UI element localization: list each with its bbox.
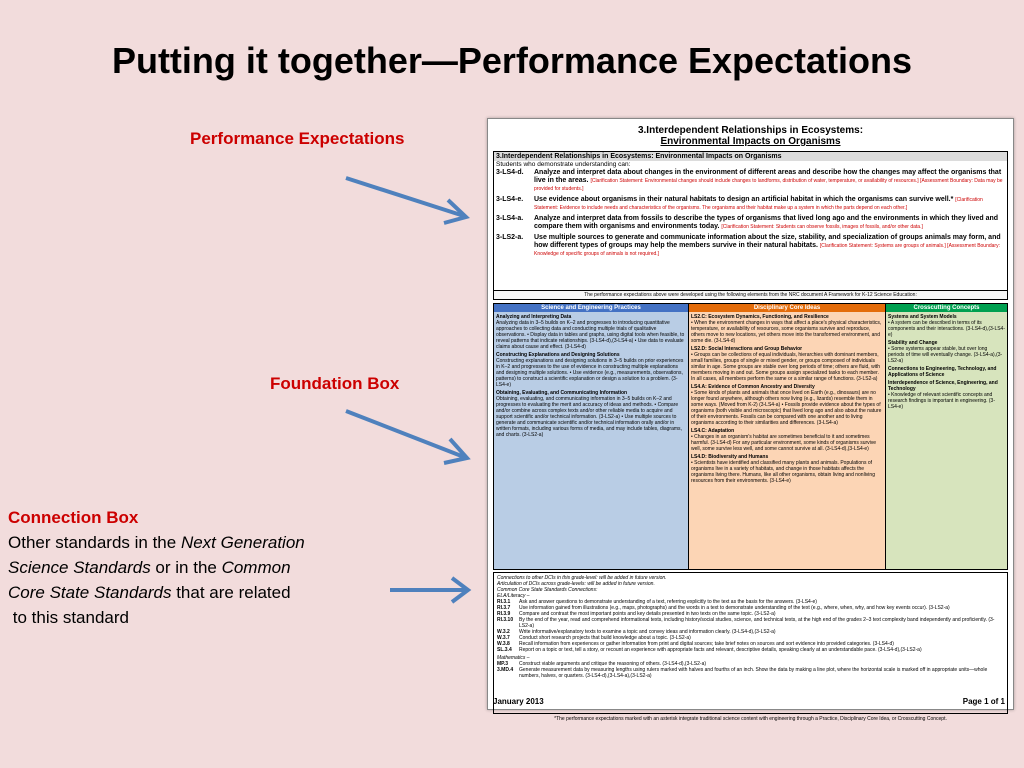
pe-clarification: [Clarification Statement: Environmental changes should include changes to landforms, distribution of water, temperature, or availability of resources.] [Assessment Boundary: Data may be provided for students.] <box>534 178 1003 192</box>
dci-item <box>691 346 883 382</box>
crosscutting-header: Crosscutting Concepts <box>886 304 1007 312</box>
pe-code: 3-LS4-d. <box>496 169 524 176</box>
ccc-item-heading: Interdependence of Science, Engineering, and Technology <box>888 380 998 392</box>
pe-statement: Use multiple sources to generate and communicate information about the size, stability, and specialization of groups animals may form, and how different types of groups may help the members survive in their natural habitats. <box>534 234 1001 249</box>
standard-text: Construct viable arguments and critique the reasoning of others. (3-LS4-d),(3-LS2-a) <box>519 661 707 667</box>
practices-column <box>494 304 689 569</box>
pe-clarification: [Clarification Statement: Evidence to include needs and characteristics of the organisms. The organisms and their habitat make up a system in which the parts depend on each other.] <box>534 197 983 211</box>
performance-expectations-box <box>493 151 1008 291</box>
connection-box-description <box>8 505 388 630</box>
document-title: 3.Interdependent Relationships in Ecosystems: Environmental Impacts on Organisms <box>637 125 864 147</box>
standard-text: Compare and contrast the most important points and key details presented in two texts on the same topic. (3-LS2-a) <box>519 611 776 617</box>
sep-item-heading: Analyzing and Interpreting Data <box>496 314 572 320</box>
connection-line-3: Core State Standards that are related <box>8 583 291 602</box>
pe-row <box>494 214 1007 233</box>
standard-row <box>497 647 1004 653</box>
dci-item-heading: LS4.A: Evidence of Common Ancestry and Diversity <box>691 384 815 390</box>
dci-item <box>691 384 883 426</box>
standard-text: Conduct short research projects that build knowledge about a topic. (3-LS2-a) <box>519 635 691 641</box>
document-date: January 2013 <box>493 697 544 706</box>
standard-code: W.3.8 <box>497 641 510 647</box>
dci-item-text: • Groups can be collections of equal individuals, hierarchies with dominant members, small families, groups of single or mixed gender, or groups composed of individuals similar in age. Some groups are stable over long periods of time; others are fluid, with members moving in and out. Some groups assign specialized tasks to each member. In all cases, all members perform the same or a similar range of functions. (3-LS2-a) <box>691 352 880 382</box>
core-ideas-header: Disciplinary Core Ideas <box>689 304 885 312</box>
standard-code: RI.3.1 <box>497 599 511 605</box>
document-footer <box>493 697 1005 706</box>
pe-code: 3-LS4-a. <box>496 215 524 222</box>
pe-clarification: [Clarification Statement: Students can observe fossils, images of fossils, and/or other data.] <box>721 224 923 230</box>
dci-item <box>691 428 883 452</box>
pe-code: 3-LS2-a. <box>496 234 524 241</box>
ccc-item-heading: Stability and Change <box>888 340 938 346</box>
pe-clarification: [Clarification Statement: Systems are groups of animals.] [Assessment Boundary: Knowledge of specific groups of animals is not required.] <box>534 243 1000 257</box>
standard-code: RI.3.7 <box>497 605 511 611</box>
pe-statement: Use evidence about organisms in their natural habitats to design an artificial habitat in which the organisms can survive well.* <box>534 196 954 203</box>
ccc-item <box>888 340 1005 364</box>
ccc-item-heading: Connections to Engineering, Technology, and Applications of Science <box>888 366 997 378</box>
dci-item-heading: LS4.C: Adaptation <box>691 428 735 434</box>
ccc-item-text: • Knowledge of relevant scientific concepts and research findings is important in engineering. (3-LS4-e) <box>888 392 995 410</box>
dci-item <box>691 454 883 484</box>
practices-header: Science and Engineering Practices <box>494 304 688 312</box>
pe-text <box>534 196 1005 212</box>
standard-code: W.3.2 <box>497 629 510 635</box>
standards-document <box>487 118 1014 722</box>
pe-row <box>494 168 1007 195</box>
pe-statement: Analyze and interpret data about changes in the environment of different areas and describe how the changes may affect the organisms that live in the areas. <box>534 169 1002 184</box>
ccc-item-text: • A system can be described in terms of its components and their interactions. (3-LS4-d),(3-LS4-e) <box>888 320 1006 338</box>
pe-row <box>494 233 1007 260</box>
standard-code: SL.3.4 <box>497 647 512 653</box>
sep-item-text: Constructing explanations and designing solutions in 3–5 builds on prior experiences in K–2 and progresses to the use of evidence in constructing multiple explanations and designing multiple solutions. • Use evidence (e.g., measurements, observations, patterns) to construct a scientific explanation or design a solution to a problem. (3-LS4-e) <box>496 358 684 388</box>
standard-code: RI.3.10 <box>497 617 514 623</box>
slide-title: Putting it together—Performance Expectations <box>111 40 913 81</box>
pe-text <box>534 234 1005 258</box>
dci-item-heading: LS2.C: Ecosystem Dynamics, Functioning, and Resilience <box>691 314 829 320</box>
connection-box <box>493 572 1008 714</box>
arrow-icon <box>340 170 480 230</box>
standard-text: Use information gained from illustrations (e.g., maps, photographs) and the words in a text to demonstrate understanding of the text (e.g., where, when, why, and how key events occur). (3-LS2-a) <box>519 605 950 611</box>
connection-box-heading: Connection Box <box>8 508 139 527</box>
math-heading: Mathematics – <box>497 655 530 661</box>
standard-code: MP.3 <box>497 661 509 667</box>
pe-code: 3-LS4-e. <box>496 196 524 203</box>
pe-text <box>534 169 1005 193</box>
dci-connections-note: Connections to other DCIs in this grade-level: will be added in future version. <box>497 575 667 581</box>
ccc-item <box>888 314 1005 338</box>
sep-item <box>496 314 686 350</box>
articulation-note: Articulation of DCIs across grade-levels: will be added in future version. <box>497 581 655 587</box>
dci-item <box>691 314 883 344</box>
sep-item-text: Analyzing data in 3–5 builds on K–2 and progresses to introducing quantitative approaches to collecting data and conducting multiple trials of qualitative observations. • Display data in tables and graphs, using digital tools when feasible, to reveal patterns that indicate relationships. (3-LS4-d),(3-LS4-a) • Use data to evaluate claims about cause and effect. (3-LS4-d) <box>496 320 685 350</box>
sep-item-heading: Constructing Explanations and Designing Solutions <box>496 352 620 358</box>
pe-header: 3.Interdependent Relationships in Ecosystems: Environmental Impacts on Organisms <box>494 152 1007 161</box>
standard-row <box>497 667 1004 679</box>
standard-text: By the end of the year, read and comprehend informational texts, including history/social studies, science, and technical texts, at the high end of the grades 2–3 text complexity band independently and proficiently. (3-LS2-a) <box>519 617 995 629</box>
standard-text: Generate measurement data by measuring lengths using rulers marked with halves and fourths of an inch. Show the data by making a line plot, where the horizontal scale is marked off in appropriate units—whole numbers, halves, or quarters. (3-LS4-d),(3-LS4-a),(3-LS2-a) <box>519 667 988 679</box>
ccc-item <box>888 366 1005 378</box>
connection-line-4: to this standard <box>12 608 129 627</box>
dci-item-heading: LS4.D: Biodiversity and Humans <box>691 454 769 460</box>
page-number: Page 1 of 1 <box>962 697 1005 706</box>
standard-code: RI.3.9 <box>497 611 511 617</box>
standard-text: Report on a topic or text, tell a story, or recount an experience with appropriate facts and relevant, descriptive details, speaking clearly at an understandable pace. (3-LS4-d),(3-LS2-a) <box>519 647 922 653</box>
arrow-icon <box>386 572 476 608</box>
standard-text: Recall information from experiences or gather information from print and digital sources; take brief notes on sources and sort evidence into provided categories. (3-LS4-d) <box>519 641 894 647</box>
core-ideas-column <box>689 304 886 569</box>
dci-item-text: • Some kinds of plants and animals that once lived on Earth (e.g., dinosaurs) are no longer found anywhere, although others now living (e.g., lizards) resemble them in some ways. (Moved from K-2) (3-LS4-a) • Fossils provide evidence about the types of organisms (both visible and microscopic) that lived long ago and also about the nature of their environments. Fossils can be compared with one another and to living organisms according to their similarities and differences. (3-LS4-a) <box>691 390 882 426</box>
pe-statement: Analyze and interpret data from fossils to describe the types of organisms that lived long ago and the environments in which they lived and compare them with organisms and environments today. <box>534 215 999 230</box>
sep-item-text: Obtaining, evaluating, and communicating information in 3–5 builds on K–2 and progresses to evaluating the merit and accuracy of ideas and methods. • Compare and/or combine across complex texts and/or other reliable media to acquire and support scientific and/or technical information. (3-LS2-a) • Use multiple sources to generate and communicate scientific and/or technical information orally and/or in written formats, including various forms of media, and may include tables, diagrams, and charts. (3-LS2-a) <box>496 396 682 438</box>
ccc-item-text: • Some systems appear stable, but over long periods of time will eventually change. (3-LS4-a),(3-LS2-a) <box>888 346 1003 364</box>
sep-item <box>496 352 686 388</box>
standard-text: Ask and answer questions to demonstrate understanding of a text, referring explicitly to the text as the basis for the answers. (3-LS4-e) <box>519 599 817 605</box>
development-note: The performance expectations above were developed using the following elements from the NRC document A Framework for K-12 Science Education: <box>493 291 1008 300</box>
ela-heading: ELA/Literacy – <box>497 593 530 599</box>
pe-list <box>494 168 1007 260</box>
standard-code: 3.MD.4 <box>497 667 514 673</box>
pe-row <box>494 195 1007 214</box>
crosscutting-column <box>886 304 1007 569</box>
ccss-heading: Common Core State Standards Connections: <box>497 587 598 593</box>
performance-expectations-label: Performance Expectations <box>190 129 405 148</box>
asterisk-footnote: *The performance expectations marked with an asterisk integrate traditional science content with engineering through a Practice, Disciplinary Core Idea, or Crosscutting Concept. <box>554 716 947 722</box>
foundation-box <box>493 303 1008 570</box>
ccc-item-heading: Systems and System Models <box>888 314 957 320</box>
foundation-box-label: Foundation Box <box>270 374 400 393</box>
dci-item-text: • Changes in an organism's habitat are sometimes beneficial to it and sometimes harmful. (3-LS4-d) For any particular environment, some kinds of organisms survive well, some survive less well, and some cannot survive at all. (3-LS4-d),(3-LS4-e) <box>691 434 877 452</box>
dci-item-heading: LS2.D: Social Interactions and Group Behavior <box>691 346 803 352</box>
connection-line-1: Other standards in the Next Generation <box>8 533 305 552</box>
dci-item-text: • Scientists have identified and classified many plants and animals. Populations of organisms live in a variety of habitats, and change in those habitats affects the organisms living there. Humans, like all other organisms, obtain living and nonliving resources from their environments. (3-LS4-e) <box>691 460 875 484</box>
dci-item-text: • When the environment changes in ways that affect a place's physical characteristics, temperature, or availability of resources, some organisms survive and reproduce, others move to new locations, yet others move into the transformed environment, and some die. (3-LS4-d) <box>691 320 882 344</box>
standard-row <box>497 617 1004 629</box>
standard-code: W.3.7 <box>497 635 510 641</box>
ccc-item <box>888 380 1005 410</box>
pe-text <box>534 215 1005 231</box>
connection-line-2: Science Standards or in the Common <box>8 558 291 577</box>
pe-intro: Students who demonstrate understanding can: <box>496 161 631 168</box>
standard-text: Write informative/explanatory texts to examine a topic and convey ideas and information clearly. (3-LS4-d),(3-LS2-a) <box>519 629 776 635</box>
arrow-icon <box>340 405 480 470</box>
sep-item <box>496 390 686 438</box>
sep-item-heading: Obtaining, Evaluating, and Communicating Information <box>496 390 628 396</box>
